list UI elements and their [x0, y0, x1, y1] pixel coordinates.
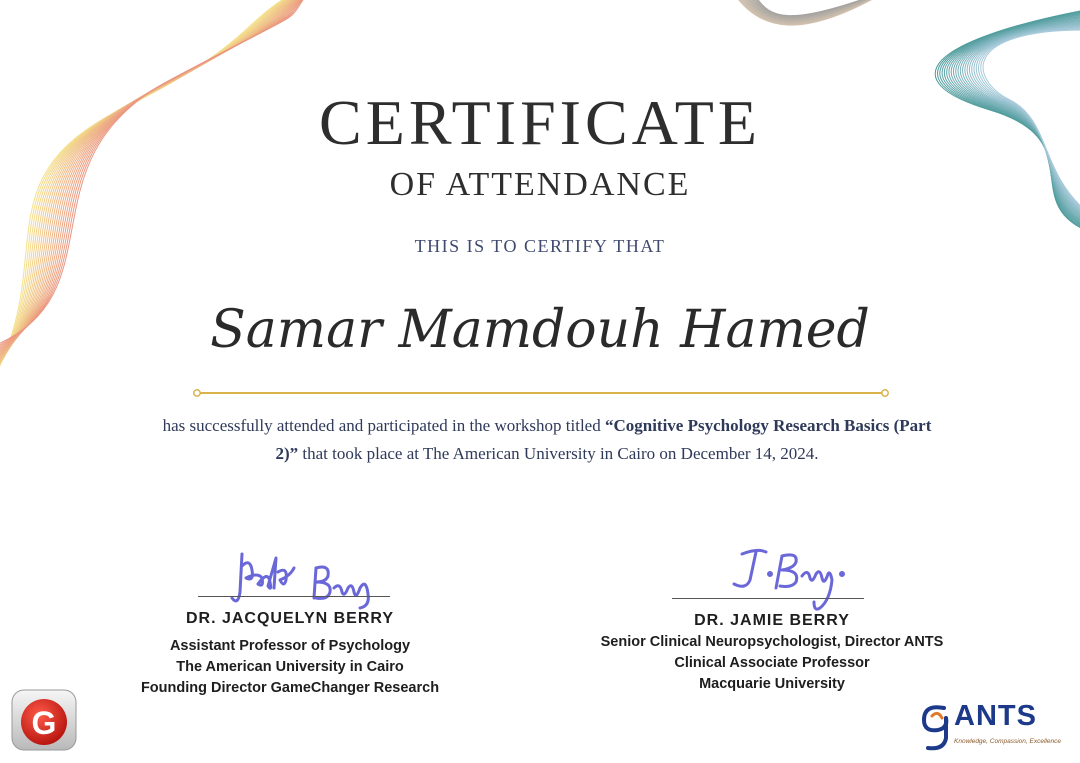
certify-line: THIS IS TO CERTIFY THAT: [414, 236, 666, 256]
statement-part-2: that took place at The American University in Cairo on December 14, 2024.: [298, 444, 819, 463]
signatory-1-roles: [110, 636, 470, 699]
ants-wordmark: ANTS: [954, 700, 1037, 732]
certificate-subtitle: OF ATTENDANCE: [389, 166, 691, 203]
signatory-1-role-1: Assistant Professor of Psychology: [169, 638, 411, 654]
signature-line-1: [198, 596, 390, 597]
workshop-title: “Cognitive Psychology Research Basics (Part 2)”: [275, 416, 932, 463]
attendance-statement: [150, 412, 944, 468]
signatory-1-role-3: Founding Director GameChanger Research: [140, 680, 440, 696]
recipient-name: Samar Mamdouh Hamed: [210, 300, 870, 360]
signatory-2-name: DR. JAMIE BERRY: [694, 612, 850, 629]
signature-jacquelyn-berry: [228, 548, 378, 610]
signatory-2-role-3: Macquarie University: [699, 676, 845, 692]
ants-swirl-icon: [918, 698, 958, 754]
signature-line-2: [672, 598, 864, 599]
g-logo: [10, 688, 78, 752]
signatory-2-role-2: Clinical Associate Professor: [674, 655, 870, 671]
ants-logo: [918, 698, 1070, 756]
signatory-2-roles: [562, 632, 982, 695]
signature-jamie-berry: [724, 544, 854, 614]
statement-part-1: has successfully attended and participated in the workshop titled: [162, 416, 605, 435]
certificate-title: CERTIFICATE: [319, 87, 761, 158]
g-logo-letter: G: [31, 705, 57, 741]
signatory-1-role-2: The American University in Cairo: [176, 659, 404, 675]
top-wave-decoration: [735, 0, 880, 25]
ants-tagline: Knowledge, Compassion, Excellence: [954, 738, 1061, 745]
gold-divider: [193, 386, 889, 400]
signatory-2-role-1: Senior Clinical Neuropsychologist, Director ANTS: [600, 634, 944, 650]
signatory-1-name: DR. JACQUELYN BERRY: [185, 610, 395, 627]
